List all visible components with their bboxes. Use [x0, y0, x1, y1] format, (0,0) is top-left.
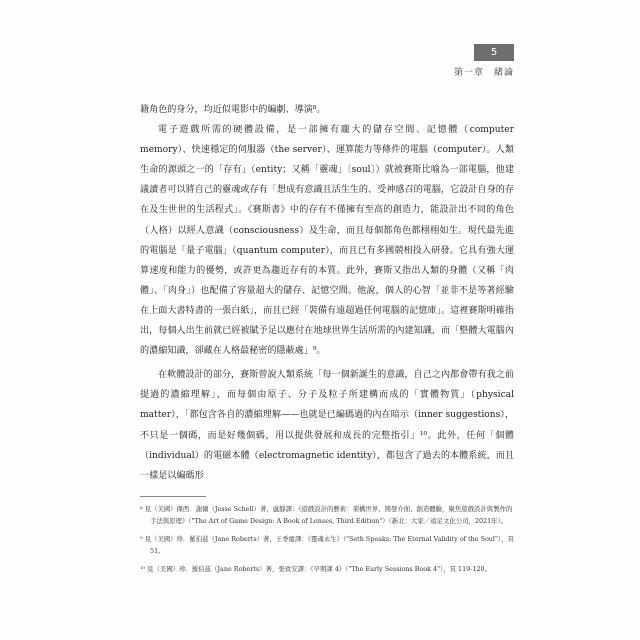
section-label: 緒論: [493, 68, 514, 78]
page-number-tab: [474, 44, 514, 61]
footnote-9: ⁹ 見（美國）珍．羅伯茲（Jane Roberts）著，王季慶譯：《靈魂永生》（"Seth Speaks: The Eternal Validity of the Soul"），頁 51。: [140, 534, 514, 556]
paragraph-continued: 籍角色的身分，均近似電影中的編劇、導演⁸。: [140, 105, 326, 115]
footnote-8: ⁸ 見（美國）傑西．謝爾（Jesse Schell）著，盧靜譯：《遊戲設計的藝術：架構世界、開發介面、創造體驗，聚焦遊戲設計與製作的手法與原理》（"The Art of Game Design: A Book of Lenses, Third Edition"）（新北：大家／遠足文化公司，2021年）。: [140, 505, 513, 526]
footnote-divider: [140, 496, 206, 497]
page-number: 5: [490, 47, 498, 58]
body-text: [140, 100, 514, 486]
paragraph-software: 在軟體設計的部分，賽斯曾說人類系統「每一個新誕生的意識，自己之內都會帶有我之前提過的濃縮理解」，而每個由原子、分子及粒子所建構而成的「實體物質」（physical matter），「都包含各自的濃縮理解——也就是已編碼過的內在暗示（inner suggestions），不只是一個碼，而是好幾個碼，用以提供發展和成長的完整指引」¹⁰。此外，任何「個體（individual）的電磁本體（electromagnetic identity），都包含了過去的本體系統，而且一樣是以編碼形: [140, 370, 514, 481]
running-head: [420, 65, 514, 78]
footnote-10: ¹⁰ 見（美國）珍．羅伯茲（Jane Roberts）著，張致安譯：《早期課 4》（"The Early Sessions Book 4"），頁 119-120。: [140, 564, 491, 573]
footnotes: [140, 503, 514, 580]
paragraph-hardware: 電子遊戲所需的硬體設備，是一部擁有龐大的儲存空間、記憶體（computer memory）、快速穩定的伺服器（the server）、運算能力等條件的電腦（computer）。人類生命的源頭之一的「存有」（entity；又稱「靈魂」〔soul〕）就被賽斯比喻為一部電腦，他建議讀者可以將自己的靈魂或存有「想成有意識且活生生的、受神感召的電腦，它設計自身的存在及生世世的生活程式」。《賽斯書》中的存有不僅擁有至高的創造力，能設計出不同的角色（人格）以經人意識（consciousness）及生命，而且每個都角色都栩栩如生。現代最先進的電腦是「量子電腦」（quantum computer），而且已有多國競相投入研發。它具有強大運算速度和能力的優勢，或許更為趨近存有的本質。此外，賽斯又指出人類的身體（又稱「肉體」、「肉身」）也配備了容量超大的儲存、記憶空間。他說，個人的心智「並非不是等著經驗在上面大書特書的一張白紙」，而且已經「裝備有遠超過任何電腦的記憶庫」。這裡賽斯明確指出，每個人出生前就已經被賦予足以應付在地球世界生活所需的內建知識，而「整體大電腦內的濃縮知識，卻藏在人格最秘密的隱蔽處」⁹。: [140, 125, 514, 357]
chapter-label: 第一章: [453, 68, 484, 78]
